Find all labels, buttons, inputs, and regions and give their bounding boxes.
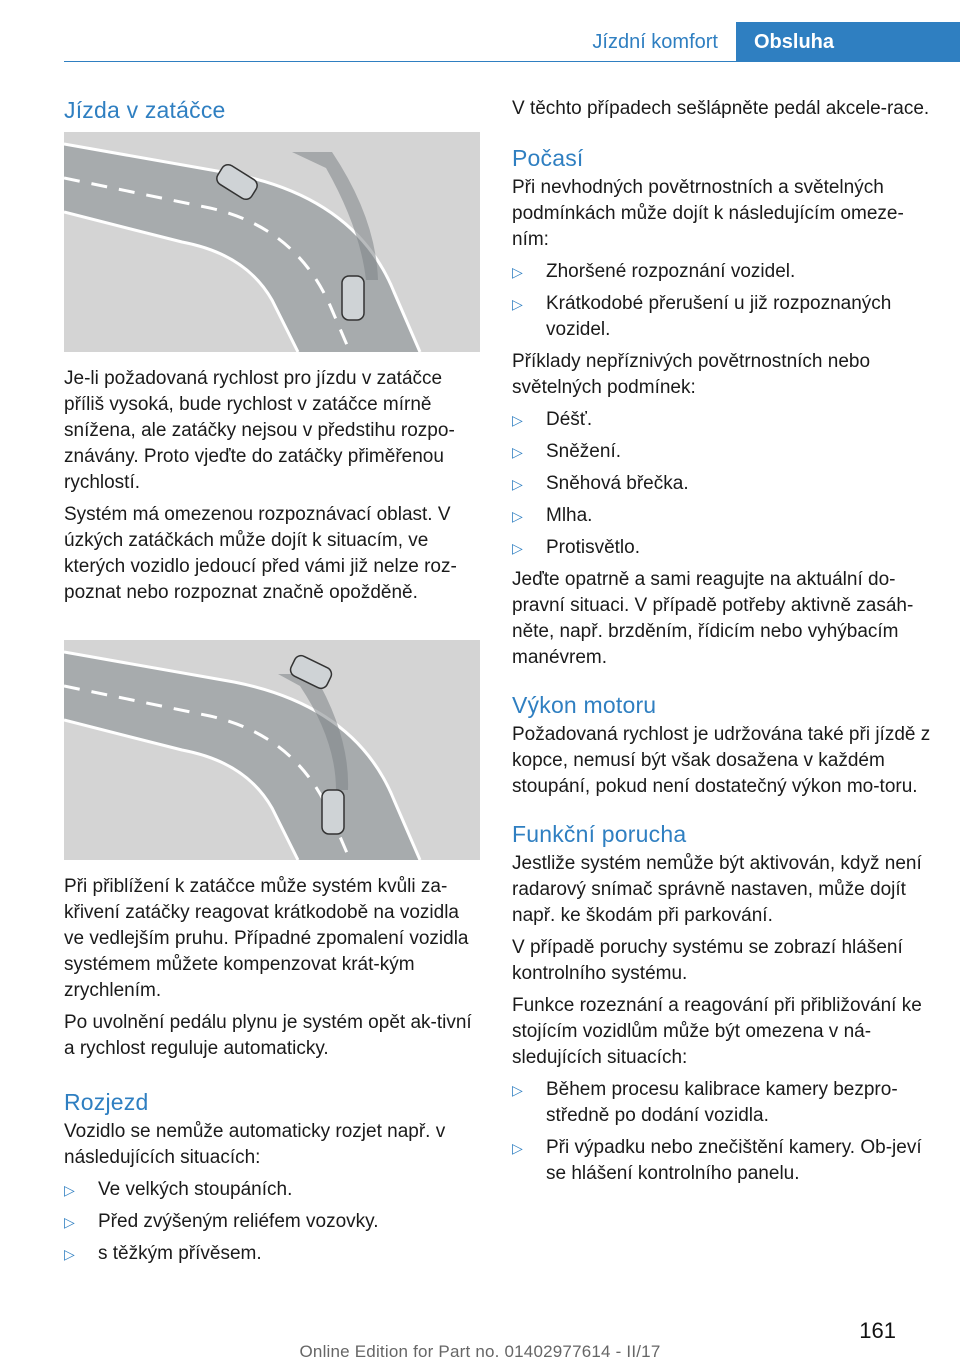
own-car-icon xyxy=(342,276,364,320)
list-item: ▷ Ve velkých stoupáních. xyxy=(64,1177,482,1203)
paragraph-curve-speed: Je-li požadovaná rychlost pro jízdu v zatáčce příliš vysoká, bude rychlost v zatáčce mírně snížena, ale zatáčky nejsou v předstihu rozpo‐znávány. Proto vjeďte do zatáčky přiměřenou rychlostí. xyxy=(64,368,455,493)
heading-weather: Počasí xyxy=(512,145,584,171)
paragraph-weather: Při nevhodných povětrnostních a světelných podmínkách může dojít k následujícím omeze‐ním: xyxy=(512,177,904,250)
paragraph-weather-examples: Příklady nepříznivých povětrnostních nebo světelných podmínek: xyxy=(512,351,871,398)
triangle-right-icon: ▷ xyxy=(512,1082,523,1098)
curve-illustration-1 xyxy=(64,132,480,352)
triangle-right-icon: ▷ xyxy=(64,1246,75,1262)
paragraph-malfunction-radar: Jestliže systém nemůže být aktivován, když není radarový snímač správně nastaven, může dojít např. ke škodám při parkování. xyxy=(512,853,922,926)
triangle-right-icon: ▷ xyxy=(512,444,523,460)
triangle-right-icon: ▷ xyxy=(512,476,523,492)
left-column xyxy=(64,96,482,1273)
heading-engine-power: Výkon motoru xyxy=(512,692,657,718)
paragraph-detection-range: Systém má omezenou rozpoznávací oblast. V úzkých zatáčkách může dojít k situacím, ve kterých vozidlo jedoucí před vámi již nelze roz‐poznat nebo rozpoznat značně opožděně. xyxy=(64,504,457,603)
paragraph-drive-carefully: Jeďte opatrně a sami reagujte na aktuální do‐pravní situaci. V případě potřeby aktivně zasáh‐něte, např. brzděním, řídicím nebo vyhýbacím manévrem. xyxy=(512,569,914,668)
header-rule xyxy=(64,61,960,62)
list-item: ▷ Protisvětlo. xyxy=(512,535,932,561)
list-item: ▷ Sněhová břečka. xyxy=(512,471,932,497)
malfunction-list xyxy=(512,1077,932,1187)
curve-illustration-2 xyxy=(64,640,480,860)
heading-curve-driving: Jízda v zatáčce xyxy=(64,97,226,123)
paragraph-malfunction-limits: Funkce rozeznání a reagování při přibližování ke stojícím vozidlům může být omezena v ná‐sledujících situacích: xyxy=(512,995,922,1068)
footer-edition: Online Edition for Part no. 01402977614 - II/17 xyxy=(299,1342,661,1361)
triangle-right-icon: ▷ xyxy=(512,296,523,312)
list-item: ▷ Při výpadku nebo znečištění kamery. Ob‐jeví se hlášení kontrolního panelu. xyxy=(512,1137,922,1184)
list-item: ▷ s těžkým přívěsem. xyxy=(64,1241,482,1267)
list-item: ▷ Před zvýšeným reliéfem vozovky. xyxy=(64,1209,482,1235)
paragraph-accelerate: V těchto případech sešlápněte pedál akcele‐race. xyxy=(512,98,930,119)
paragraph-adjacent-lane: Při přiblížení k zatáčce může systém kvůli za‐křivení zatáčky reagovat krátkodobě na vozidla ve vedlejším pruhu. Případné zpomalení vozidla systémem můžete kompenzovat krát‐kým zrychlením. xyxy=(64,876,469,1001)
triangle-right-icon: ▷ xyxy=(512,264,523,280)
header-section-title: Jízdní komfort xyxy=(592,30,718,53)
list-item: ▷ Během procesu kalibrace kamery bezpro‐středně po dodání vozidla. xyxy=(512,1079,898,1126)
list-item: ▷ Mlha. xyxy=(512,503,932,529)
paragraph-engine-power: Požadovaná rychlost je udržována také při jízdě z kopce, nemusí být však dosažena v každém stoupání, pokud není dostatečný výkon mo‐toru. xyxy=(512,724,931,797)
triangle-right-icon: ▷ xyxy=(512,540,523,556)
weather-examples-list xyxy=(512,407,932,561)
triangle-right-icon: ▷ xyxy=(64,1214,75,1230)
list-item: ▷ Zhoršené rozpoznání vozidel. xyxy=(512,259,932,285)
paragraph-system-active: Po uvolnění pedálu plynu je systém opět ak‐tivní a rychlost reguluje automaticky. xyxy=(64,1012,472,1059)
triangle-right-icon: ▷ xyxy=(512,508,523,524)
list-item: ▷ Sněžení. xyxy=(512,439,932,465)
list-item: ▷ Déšť. xyxy=(512,407,932,433)
heading-malfunction: Funkční porucha xyxy=(512,821,687,847)
triangle-right-icon: ▷ xyxy=(512,412,523,428)
right-column xyxy=(512,96,932,1193)
triangle-right-icon: ▷ xyxy=(64,1182,75,1198)
own-car-icon xyxy=(322,790,344,834)
paragraph-start: Vozidlo se nemůže automaticky rozjet např. v následujících situacích: xyxy=(64,1121,446,1168)
weather-limits-list xyxy=(512,259,932,343)
paragraph-malfunction-message: V případě poruchy systému se zobrazí hlášení kontrolního systému. xyxy=(512,937,903,984)
list-item: ▷ Krátkodobé přerušení u již rozpoznaných vozidel. xyxy=(512,293,892,340)
header-chapter-tab: Obsluha xyxy=(736,22,960,62)
page-header xyxy=(574,22,960,62)
triangle-right-icon: ▷ xyxy=(512,1140,523,1156)
heading-start: Rozjezd xyxy=(64,1089,149,1115)
page-number: 161 xyxy=(859,1318,896,1343)
start-situations-list xyxy=(64,1177,482,1267)
